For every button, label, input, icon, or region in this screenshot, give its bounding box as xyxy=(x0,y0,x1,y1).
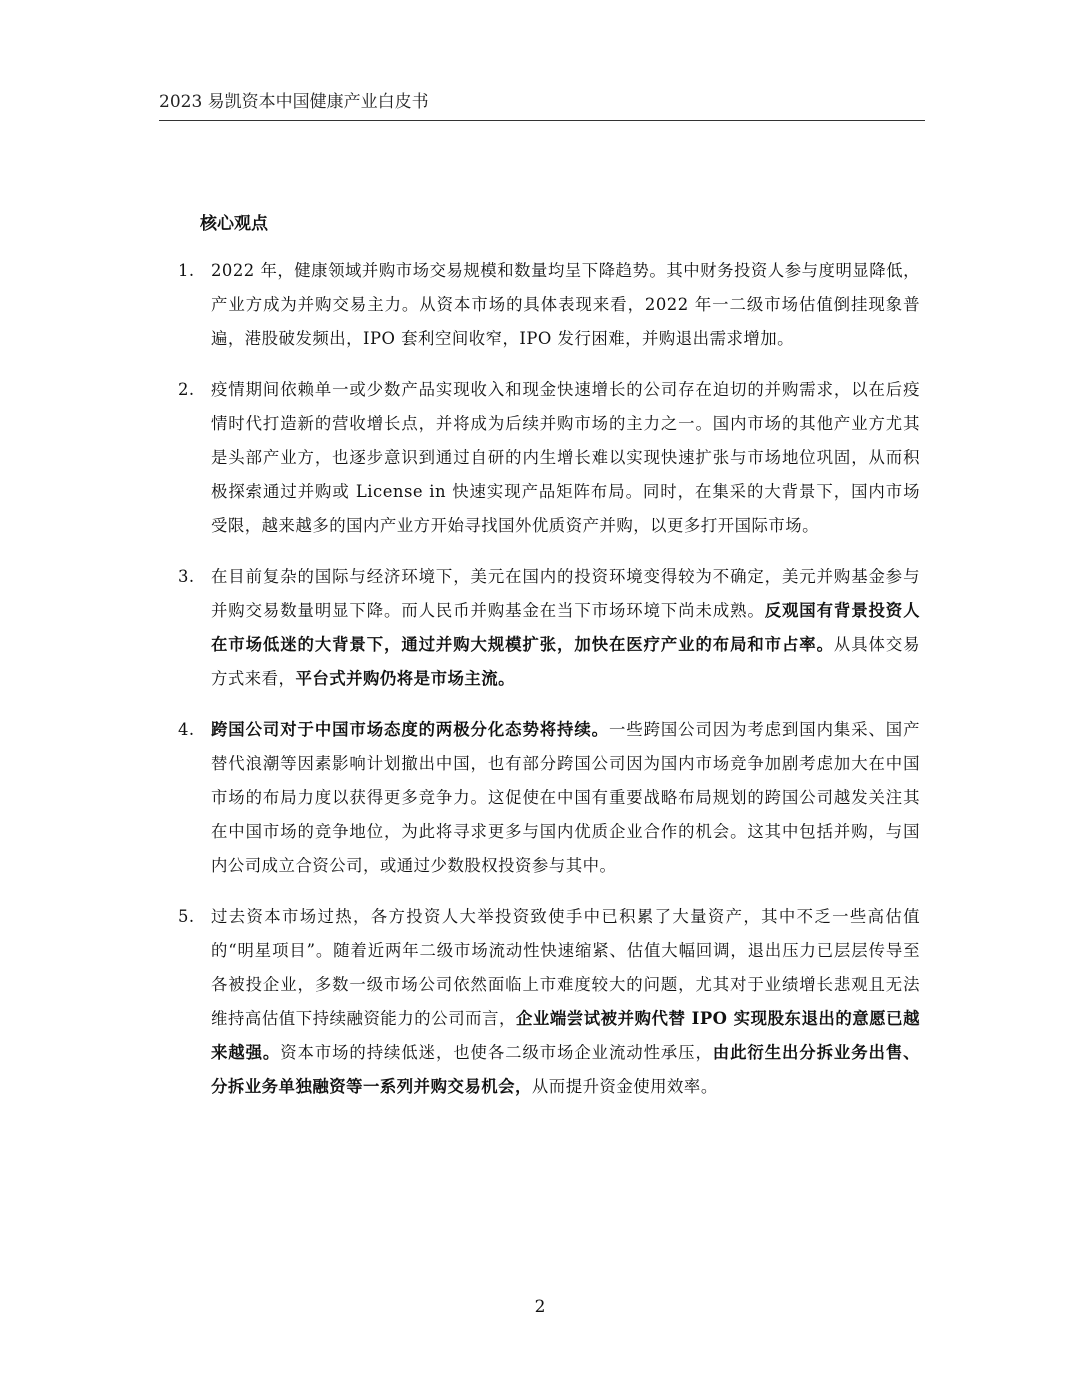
item-text: 在目前复杂的国际与经济环境下，美元在国内的投资环境变得较为不确定，美元并购基金参与并购交易数量明显下降。而人民币并购基金在当下市场环境下尚未成熟。 xyxy=(211,567,920,620)
item-text: 一些跨国公司因为考虑到国内集采、国产替代浪潮等因素影响计划撤出中国，也有部分跨国公司因为国内市场竞争加剧考虑加大在中国市场的布局力度以获得更多竞争力。这促使在中国有重要战略布局规划的跨国公司越发关注其在中国市场的竞争地位，为此将寻求更多与国内优质企业合作的机会。这其中包括并购，与国内公司成立合资公司，或通过少数股权投资参与其中。 xyxy=(211,720,921,875)
item-number: 1. xyxy=(178,261,195,280)
item-number: 3. xyxy=(178,567,195,586)
list-item-2 xyxy=(178,373,920,543)
item-number: 2. xyxy=(178,380,195,399)
header-title: 2023 易凯资本中国健康产业白皮书 xyxy=(159,92,429,112)
item-bold-text: 跨国公司对于中国市场态度的两极分化态势将持续。 xyxy=(211,720,609,739)
item-bold-text: 企业端尝试被并购代替 IPO 实现股东退出的意愿已越来越强。 xyxy=(211,1009,920,1062)
item-text: 从具体交易方式来看， xyxy=(211,635,921,688)
list-item-3 xyxy=(178,560,920,696)
list-item-4 xyxy=(178,713,920,883)
item-text: 资本市场的持续低迷，也使各二级市场企业流动性承压， xyxy=(280,1043,713,1062)
item-text: 从而提升资金使用效率。 xyxy=(531,1077,718,1096)
section-title: 核心观点 xyxy=(200,214,268,234)
item-text: 疫情期间依赖单一或少数产品实现收入和现金快速增长的公司存在迫切的并购需求，以在后疫情时代打造新的营收增长点，并将成为后续并购市场的主力之一。国内市场的其他产业方尤其是头部产业方，也逐步意识到通过自研的内生增长难以实现快速扩张与市场地位巩固，从而积极探索通过并购或 License in 快速实现产品矩阵布局。同时，在集采的大背景下，国内市场受限，越来越多的国内产业方开始寻找国外优质资产并购，以更多打开国际市场。 xyxy=(211,380,920,535)
item-text: 过去资本市场过热，各方投资人大举投资致使手中已积累了大量资产，其中不乏一些高估值的“明星项目”。随着近两年二级市场流动性快速缩紧、估值大幅回调，退出压力已层层传导至各被投企业，多数一级市场公司依然面临上市难度较大的问题，尤其对于业绩增长悲观且无法维持高估值下持续融资能力的公司而言， xyxy=(211,907,920,1028)
page-number: 2 xyxy=(534,1297,546,1317)
item-bold-text: 由此衍生出分拆业务出售、分拆业务单独融资等一系列并购交易机会， xyxy=(211,1043,921,1096)
key-points-list xyxy=(178,254,920,1121)
item-bold-text: 反观国有背景投资人在市场低迷的大背景下，通过并购大规模扩张，加快在医疗产业的布局和市占率。 xyxy=(211,601,920,654)
item-number: 5. xyxy=(178,907,195,926)
running-header xyxy=(159,88,925,121)
list-item-1 xyxy=(178,254,920,356)
item-number: 4. xyxy=(178,720,195,739)
list-item-5 xyxy=(178,900,920,1104)
item-bold-text: 平台式并购仍将是市场主流。 xyxy=(295,669,516,688)
item-text: 2022 年，健康领域并购市场交易规模和数量均呈下降趋势。其中财务投资人参与度明显降低，产业方成为并购交易主力。从资本市场的具体表现来看，2022 年一二级市场估值倒挂现象普遍，港股破发频出，IPO 套利空间收窄，IPO 发行困难，并购退出需求增加。 xyxy=(211,261,920,348)
